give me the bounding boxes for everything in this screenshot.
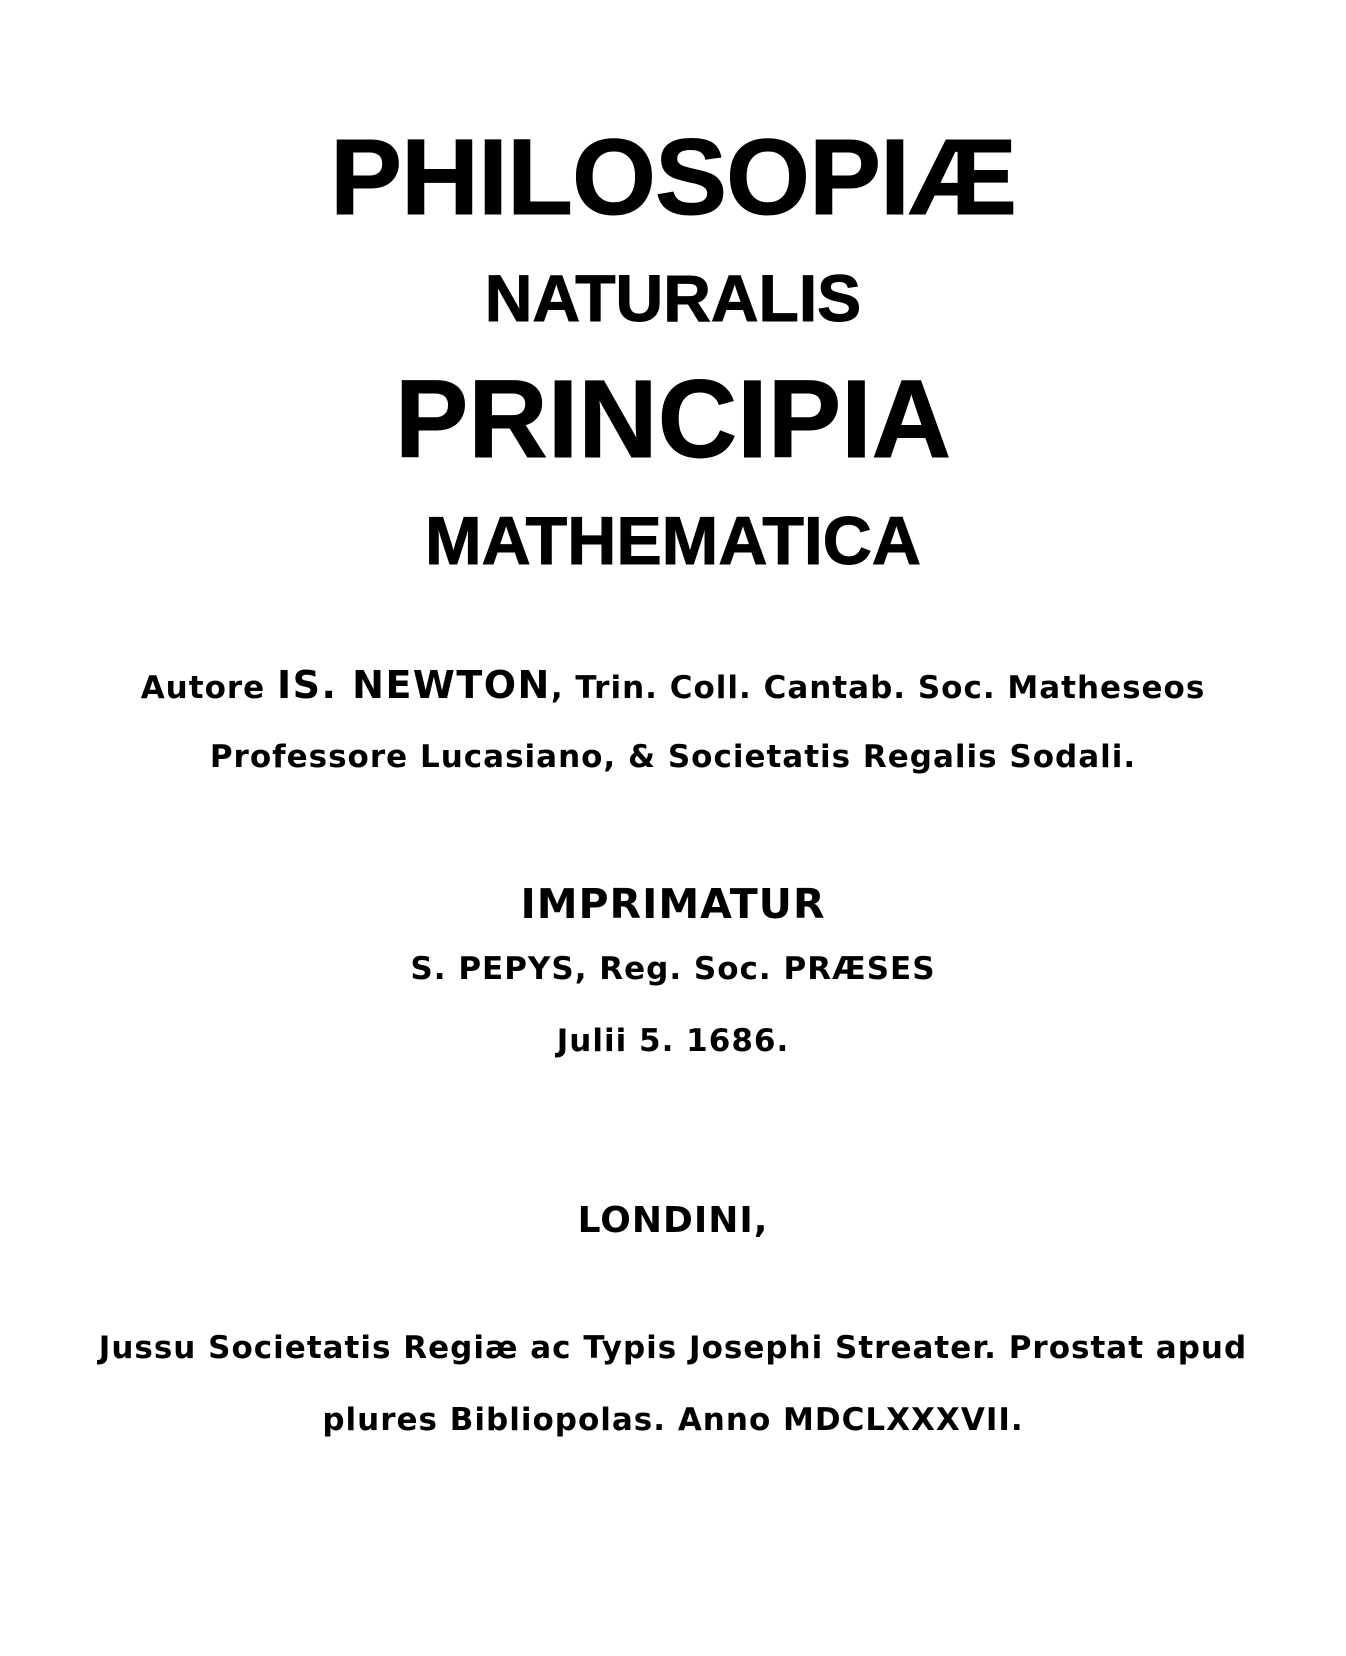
author-name: IS. NEWTON [276, 663, 551, 707]
title-line-naturalis: NATURALIS [484, 261, 862, 335]
title-line-principia: PRINCIPIA [394, 358, 952, 481]
imprimatur-heading: IMPRIMATUR [520, 880, 826, 928]
imprimatur-signatory: S. PEPYS, Reg. Soc. PRÆSES [410, 951, 936, 987]
author-prefix: Autore [140, 670, 277, 706]
place-of-publication: LONDINI, [577, 1200, 769, 1241]
author-affiliation: , Trin. Coll. Cantab. Soc. Matheseos [550, 670, 1206, 706]
author-line-2: Professore Lucasiano, & Societatis Regalis Sodali. [209, 739, 1137, 775]
publisher-line-2: plures Bibliopolas. Anno MDCLXXXVII. [322, 1402, 1024, 1438]
publisher-line-1: Jussu Societatis Regiæ ac Typis Josephi Streater. Prostat apud [98, 1330, 1248, 1366]
title-line-philosophiae: PHILOSOPIÆ [329, 116, 1017, 237]
imprimatur-date: Julii 5. 1686. [556, 1023, 790, 1059]
title-line-mathematica: MATHEMATICA [424, 503, 922, 579]
author-line-1 [0, 663, 1346, 710]
